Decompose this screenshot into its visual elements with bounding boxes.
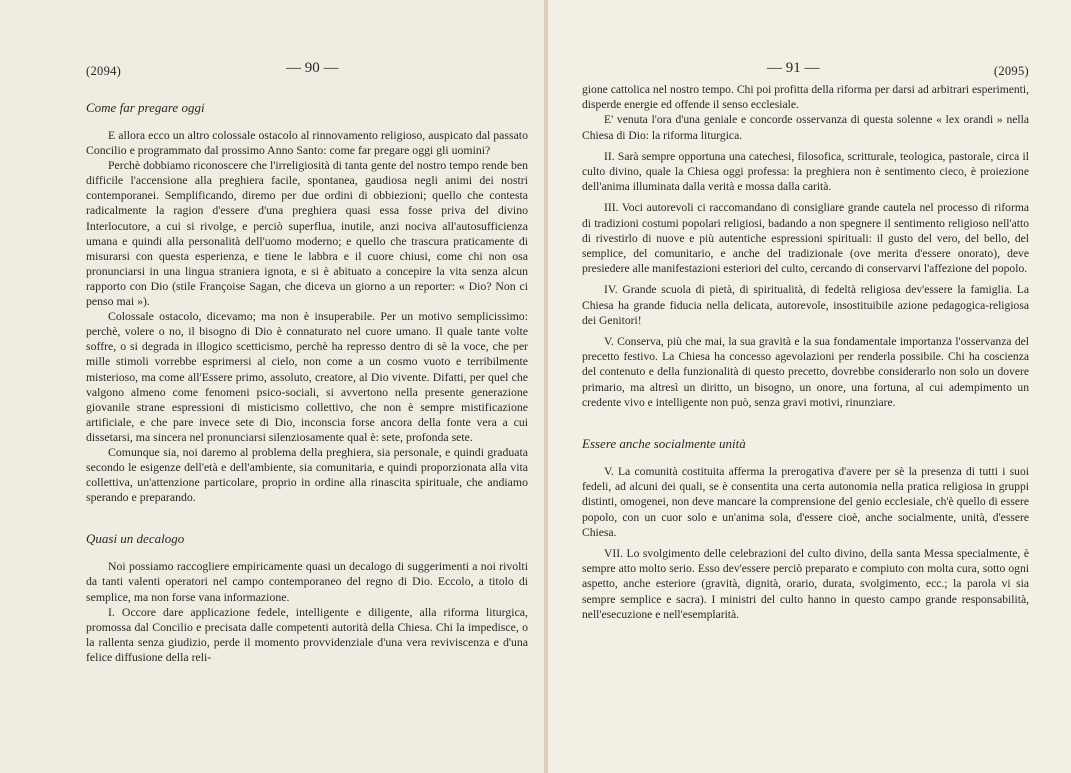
paragraph: Colossale ostacolo, dicevamo; ma non è insuperabile. Per un motivo semplicissimo: perchè, volere o no, il bisogno di Dio è connaturato nel cuore umano. Il quale tante volte soffre, o si degrada in illogico scetticismo, perchè ha represso dentro di sè la voce, che per mille stimoli vorrebbe esprimersi al cielo, non come a un cosmo vuoto e terribilmente misterioso, ma come all'Essere primo, assoluto, creatore, al Dio vivente. Difatti, per quel che valgono almeno come fenomeni psico-sociali, si avvertono nella presente generazione giovanile strane espressioni di misticismo collettivo, che non è sempre mistificazione artificiale, e che pare invece sete di Dio, inconscia forse ancora della fonte vera a cui dissetarsi, ma sincera nel pronunciarsi silenziosamente qual è: sete, profonda sete.: [86, 309, 528, 444]
paragraph: Perchè dobbiamo riconoscere che l'irreligiosità di tanta gente del nostro tempo rende ben difficile l'accensione alla preghiera facile, spontanea, gaudiosa negli animi dei nostri contemporanei. Semplificando, diremo per due ordini di obbiezioni; quello che contesta radicalmente la ragion d'essere d'una preghiera quasi essa fosse priva del divino Interlocutore, a cui si rivolge, e perciò superflua, inutile, anzi nociva all'autosufficienza umana e quindi alla personalità dell'uomo moderno; e quello che trascura praticamente di misurarsi con questa esperienza, e tiene le labbra e il cuore chiusi, come chi non osa pronunciarsi in una lingua straniera ignota, e si è abituato a concepire la vita senza alcun rapporto con Dio (stile Françoise Sagan, che diceva un giorno a un reporter: « Dio? Non ci penso mai »).: [86, 158, 528, 309]
paragraph: V. Conserva, più che mai, la sua gravità e la sua fondamentale importanza l'osservanza del precetto festivo. La Chiesa ha concesso agevolazioni per renderla possibile. Chi ha coscienza del contenuto e della funzionalità di questo precetto, dovrebbe considerarlo non solo un dovere primario, ma altresì un diritto, un bisogno, un onore, una fortuna, al cui adempimento un credente vivo e intelligente non può, senza gravi motivi, rinunziare.: [582, 335, 1029, 409]
left-page-number: — 90 —: [286, 60, 339, 76]
paragraph: III. Voci autorevoli ci raccomandano di consigliare grande cautela nel processo di riforma di tradizioni costumi popolari religiosi, badando a non spegnere il sentimento religioso nell'atto di rivestirlo di nuove e più autentiche espressioni spirituali: il gusto del vero, del bello, del semplice, del comunitario, e anche del tradizionale (ove merita d'essere onorato), deve presiedere alle manifestazioni esteriori del culto, cercando di conservarvi l'affezione del popolo.: [582, 201, 1029, 276]
left-page-header: [86, 60, 528, 82]
section-title-essere-anche-socialmente-unita: Essere anche socialmente unità: [582, 436, 746, 452]
paragraph: Comunque sia, noi daremo al problema della preghiera, sia personale, e quindi graduata secondo le esigenze dell'età e dell'ambiente, sia comunitaria, e quindi proporzionata alla vita collettiva, un'attenzione particolare, proprio in ordine alla rinascita spirituale, che andiamo sperando e preparando.: [86, 444, 528, 505]
left-page-code: (2094): [86, 64, 122, 78]
paragraph: V. La comunità costituita afferma la prerogativa d'avere per sè la presenza di tutti i suoi fedeli, ad alcuni dei quali, se è consentita una certa autonomia nella pratica religiosa in gruppi distinti, omogenei, non deve mancare la comprensione del genio ecclesiale, ch'è quello di essere popolo, con un cuor solo e un'anima sola, d'essere cioè, anche socialmente, unità, d'essere Chiesa.: [582, 465, 1029, 539]
right-page: [548, 0, 1071, 773]
right-page-code: (2095): [993, 64, 1029, 78]
right-page-number: — 91 —: [767, 60, 820, 76]
paragraph: E' venuta l'ora d'una geniale e concorde osservanza di questa solenne « lex orandi » nella Chiesa di Dio: la riforma liturgica.: [582, 113, 1029, 142]
paragraph: IV. Grande scuola di pietà, di spiritualità, di fedeltà religiosa dev'essere la famiglia. La Chiesa ha grande fiducia nella delicata, autorevole, insostituibile azione pedagogica-religiosa dei Genitori!: [582, 283, 1029, 327]
paragraph: I. Occore dare applicazione fedele, intelligente e diligente, alla riforma liturgica, promossa dal Concilio e precisata dalle competenti autorità della Chiesa. Chi la impedisce, o la rallenta senza giudizio, perde il momento provvidenziale d'una vera reviviscenza e d'una felice diffusione della reli-: [86, 604, 528, 664]
paragraph: Noi possiamo raccogliere empiricamente quasi un decalogo di suggerimenti a noi rivolti da tanti valenti operatori nel campo contemporaneo del regno di Dio. Eccolo, a titolo di semplice, ma non forse vana informazione.: [86, 559, 528, 604]
section-title-come-far-pregare: Come far pregare oggi: [86, 100, 205, 115]
paragraph: E allora ecco un altro colossale ostacolo al rinnovamento religioso, auspicato dal passato Concilio e programmato dal prossimo Anno Santo: come far pregare oggi gli uomini?: [86, 128, 528, 158]
section-title-quasi-un-decalogo: Quasi un decalogo: [86, 531, 185, 547]
paragraph: VII. Lo svolgimento delle celebrazioni del culto divino, della santa Messa specialmente, è sempre atto molto serio. Esso dev'essere perciò preparato e compiuto con molta cura, sotto ogni aspetto, anche esteriore (gravità, dignità, orario, durata, svolgimento, ecc.; la parola vi sia sempre semplice e sacra). I ministri del culto hanno in questo campo grande responsabilità, nell'esecuzione e nell'esemplarità.: [582, 547, 1029, 621]
paragraph-continuation: gione cattolica nel nostro tempo. Chi poi profitta della riforma per darsi ad arbitrari esperimenti, disperde energie ed offende il senso ecclesiale.: [582, 83, 1029, 112]
right-page-header: [582, 60, 1029, 82]
paragraph: II. Sarà sempre opportuna una catechesi, filosofica, scritturale, teologica, pastorale, circa il culto divino, quale la Chiesa oggi professa: la preghiera non è sentimento cieco, è proiezione dell'anima illuminata dalla verità e mossa dalla carità.: [582, 149, 1029, 194]
